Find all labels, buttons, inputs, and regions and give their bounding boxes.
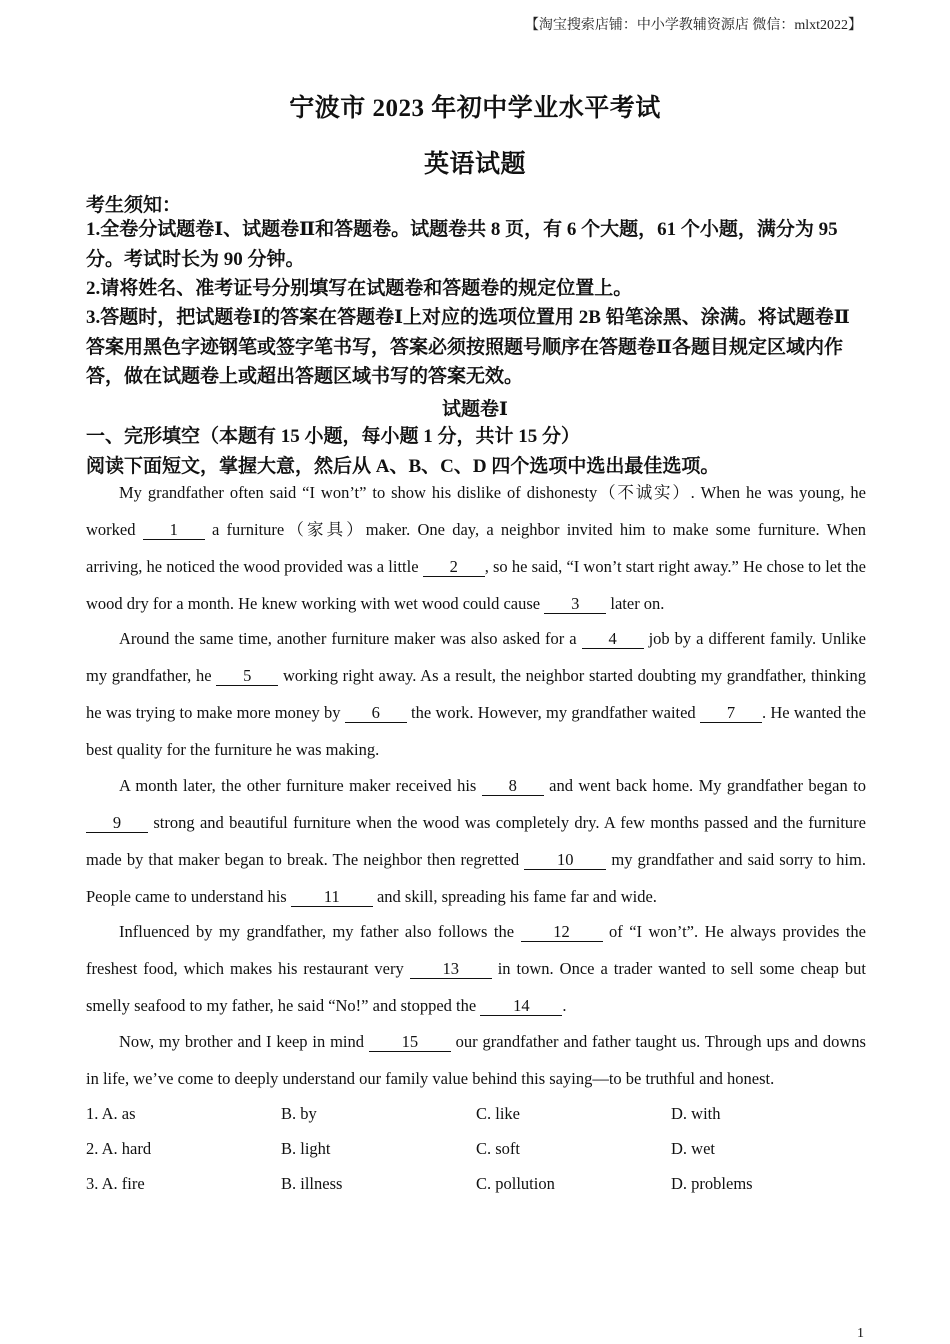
option: 1. A. as bbox=[86, 1103, 136, 1123]
notice-item: 2.请将姓名、准考证号分别填写在试题卷和答题卷的规定位置上。 bbox=[86, 278, 633, 299]
blank-6: 6 bbox=[345, 704, 407, 723]
blank-11: 11 bbox=[291, 888, 373, 907]
option: D. problems bbox=[671, 1173, 753, 1193]
blank-7: 7 bbox=[700, 704, 762, 723]
notice-heading: 考生须知： bbox=[86, 195, 182, 216]
option: 3. A. fire bbox=[86, 1173, 145, 1193]
options-list bbox=[86, 1096, 866, 1201]
exam-title: 宁波市 2023 年初中学业水平考试 bbox=[289, 95, 661, 122]
blank-4: 4 bbox=[582, 630, 644, 649]
volume-label: 试题卷Ⅰ bbox=[442, 399, 508, 420]
option: B. illness bbox=[281, 1173, 343, 1193]
passage-paragraph: Now, my brother and I keep in mind 15 our grandfather and father taught us. Through ups and downs in life, we’ve come to deeply understand our family value behind this saying—to be truthful and honest. bbox=[86, 1032, 866, 1088]
passage-paragraph: A month later, the other furniture maker received his 8 and went back home. My grandfather began to 9 strong and beautiful furniture when the wood was completely dry. A few months passed and the furniture made by that maker began to break. The neighbor then regretted 10 my grandfather and said sorry to him. People came to understand his 11 and skill, spreading his fame far and wide. bbox=[86, 776, 866, 906]
option: C. like bbox=[476, 1103, 520, 1123]
section-title: 一、完形填空（本题有 15 小题，每小题 1 分，共计 15 分） bbox=[86, 426, 581, 447]
question-options-row bbox=[86, 1131, 866, 1166]
instruction: 阅读下面短文，掌握大意，然后从 A、B、C、D 四个选项中选出最佳选项。 bbox=[86, 456, 720, 477]
blank-2: 2 bbox=[423, 558, 485, 577]
exam-subtitle: 英语试题 bbox=[423, 151, 526, 178]
option: D. wet bbox=[671, 1138, 715, 1158]
notice-item: 1.全卷分试题卷Ⅰ、试题卷Ⅱ和答题卷。试题卷共 8 页，有 6 个大题，61 个小题，满分为 95 分。考试时长为 90 分钟。 bbox=[86, 219, 838, 270]
option: C. soft bbox=[476, 1138, 521, 1158]
option: B. by bbox=[281, 1103, 317, 1123]
notice-item: 3.答题时，把试题卷Ⅰ的答案在答题卷Ⅰ上对应的选项位置用 2B 铅笔涂黑、涂满。将试题卷Ⅱ答案用黑色字迹钢笔或签字笔书写，答案必须按照题号顺序在答题卷Ⅱ各题目规定区域内作答，做在试题卷上或超出答题区域书写的答案无效。 bbox=[86, 307, 850, 387]
blank-15: 15 bbox=[369, 1033, 451, 1052]
blank-8: 8 bbox=[482, 777, 544, 796]
passage-paragraph: My grandfather often said “I won’t” to show his dislike of dishonesty（不诚实）. When he was young, he worked 1 a furniture（家具）maker. One day, a neighbor invited him to make some furniture. When arriving, he noticed the wood provided was a little 2 , so he said, “I won’t start right away.” He chose to let the wood dry for a month. He knew working with wet wood could cause 3 later on. bbox=[86, 483, 867, 613]
option: D. with bbox=[671, 1103, 721, 1123]
passage-paragraph: Around the same time, another furniture maker was also asked for a 4 job by a different family. Unlike my grandfather, he 5 working right away. As a result, the neighbor started doubting my grandfather, thinking he was trying to make more money by 6 the work. However, my grandfather waited 7 . He wanted the best quality for the furniture he was making. bbox=[86, 629, 866, 759]
blank-5: 5 bbox=[216, 667, 278, 686]
blank-1: 1 bbox=[143, 521, 205, 540]
page-number: 1 bbox=[857, 1326, 864, 1341]
passage-paragraph: Influenced by my grandfather, my father also follows the 12 of “I won’t”. He always provides the freshest food, which makes his restaurant very 13 in town. Once a trader wanted to sell some cheap but smelly seafood to my father, he said “No!” and stopped the 14 . bbox=[86, 922, 867, 1015]
blank-3: 3 bbox=[544, 595, 606, 614]
blank-9: 9 bbox=[86, 814, 148, 833]
header-note: 【淘宝搜索店铺：中小学教辅资源店 微信：mlxt2022】 bbox=[524, 18, 862, 33]
blank-12: 12 bbox=[521, 923, 603, 942]
option: C. pollution bbox=[476, 1173, 555, 1193]
blank-13: 13 bbox=[410, 960, 492, 979]
question-options-row bbox=[86, 1096, 866, 1131]
option: 2. A. hard bbox=[86, 1138, 152, 1158]
question-options-row bbox=[86, 1166, 866, 1201]
blank-14: 14 bbox=[480, 997, 562, 1016]
blank-10: 10 bbox=[524, 851, 606, 870]
option: B. light bbox=[281, 1138, 331, 1158]
